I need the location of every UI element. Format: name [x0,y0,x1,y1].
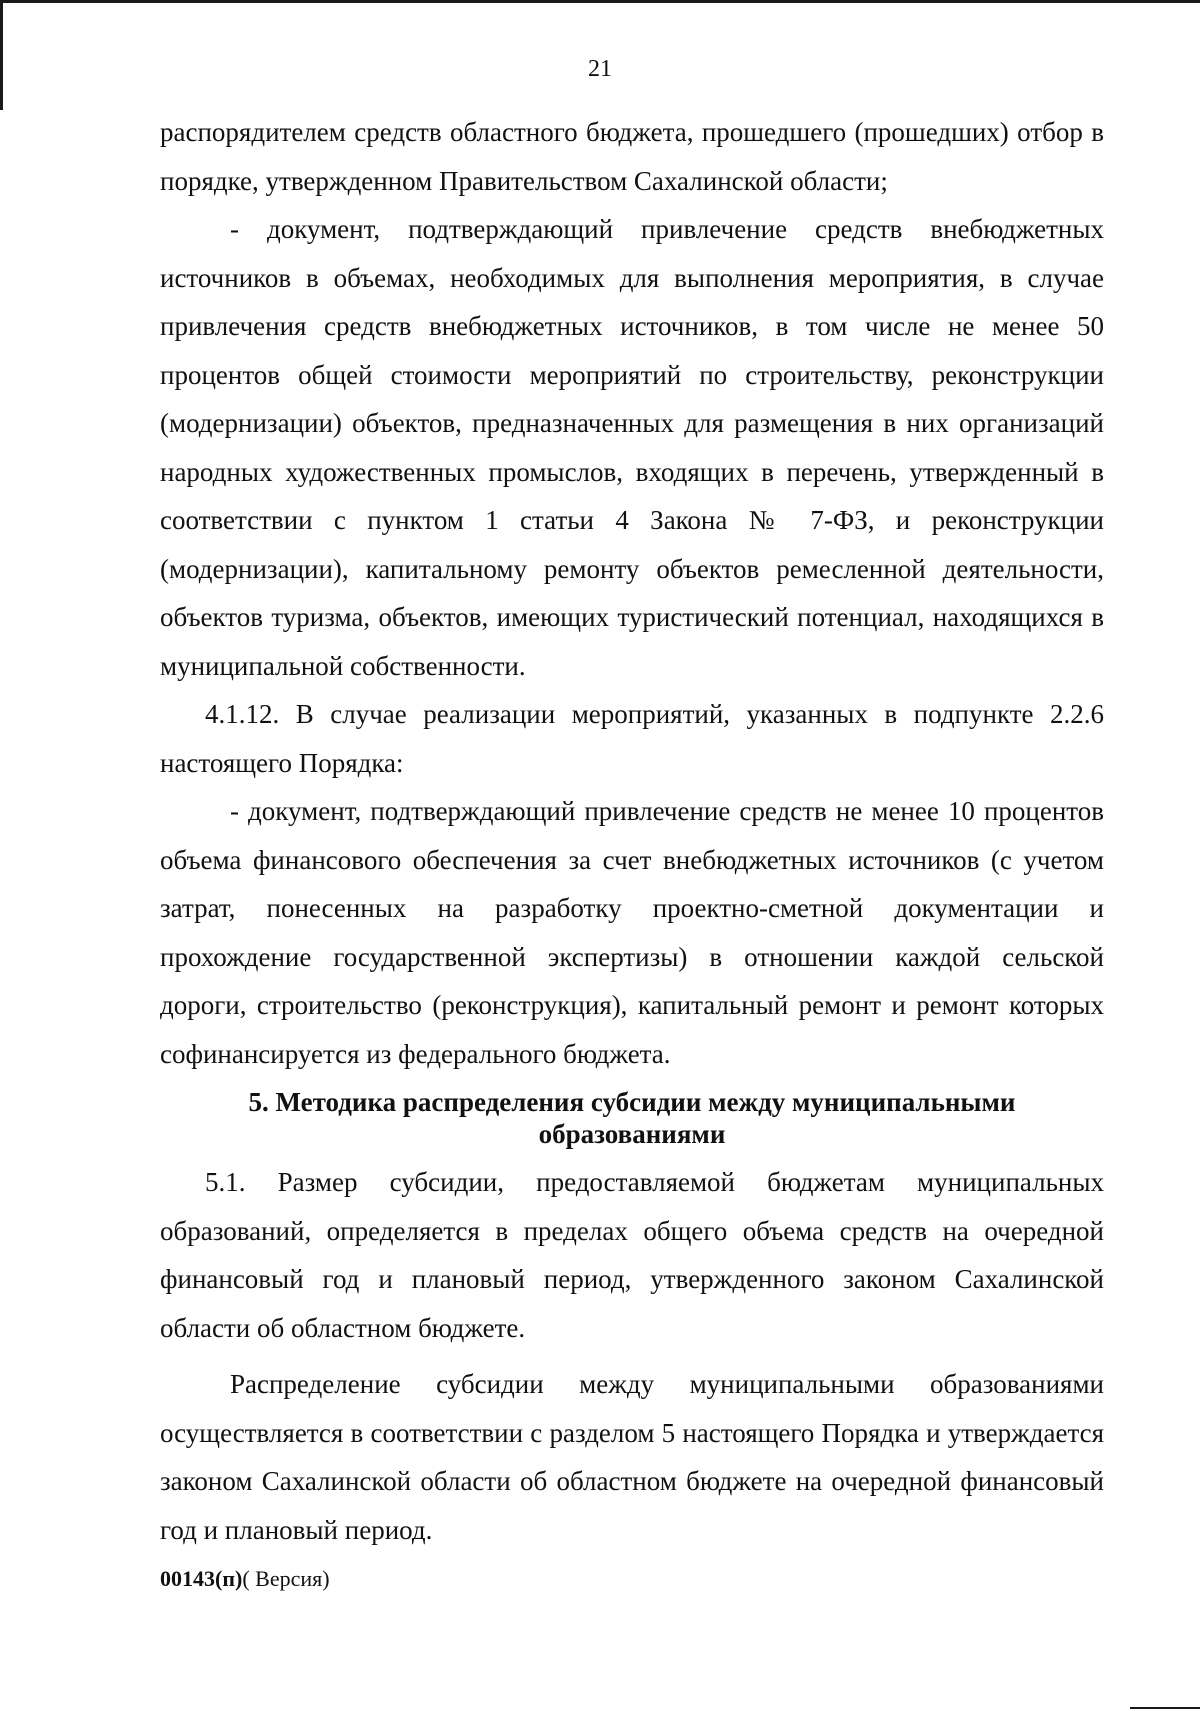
paragraph-document-offbudget: - документ, подтверждающий привлечение средств внебюджетных источников в объемах, необходимых для выполнения мероприятия, в случае привлечения средств внебюджетных источников, в том числе не менее 50 процентов общей стоимости мероприятий по строительству, реконструкции (модернизации) объектов, предназначенных для размещения в них организаций народных художественных промыслов, входящих в перечень, утвержденный в соответствии с пунктом 1 статьи 4 Закона № 7-ФЗ, и реконструкции (модернизации), капитальному ремонту объектов ремесленной деятельности, объектов туризма, объектов, имеющих туристический потенциал, находящихся в муниципальной собственности. [160,214,1104,681]
paragraph-distribution: Распределение субсидии между муниципальными образованиями осуществляется в соответствии с разделом 5 настоящего Порядка и утверждается законом Сахалинской области об областном бюджете на очередной финансовый год и плановый период. [160,1369,1104,1545]
paragraph-continuation: распорядителем средств областного бюджета, прошедшего (прошедших) отбор в порядке, утвержденном Правительством Сахалинской области; [160,117,1104,196]
document-code-number: 00143(п) [160,1566,243,1591]
paragraph-4-1-12: 4.1.12. В случае реализации мероприятий, указанных в подпункте 2.2.6 настоящего Порядка: [160,699,1104,778]
scan-border-left [0,0,3,110]
section-title: 5. Методика распределения субсидии между муниципальными образованиями [248,1087,1016,1149]
document-body [160,108,1104,1554]
document-version-label: ( Версия) [242,1566,330,1591]
paragraph-document-rural-roads: - документ, подтверждающий привлечение средств не менее 10 процентов объема финансового обеспечения за счет внебюджетных источников (с учетом затрат, понесенных на разработку проектно-сметной документации и прохождение государственной экспертизы) в отношении каждой сельской дороги, строительство (реконструкция), капитальный ремонт и ремонт которых софинансируется из федерального бюджета. [160,796,1104,1069]
scan-border-bottom [1130,1707,1200,1709]
scan-border-top [0,0,1200,3]
document-code [160,1566,330,1592]
page-number: 21 [588,56,612,82]
paragraph-5-1: 5.1. Размер субсидии, предоставляемой бюджетам муниципальных образований, определяется в пределах общего объема средств на очередной финансовый год и плановый период, утвержденного законом Сахалинской области об областном бюджете. [160,1167,1104,1343]
